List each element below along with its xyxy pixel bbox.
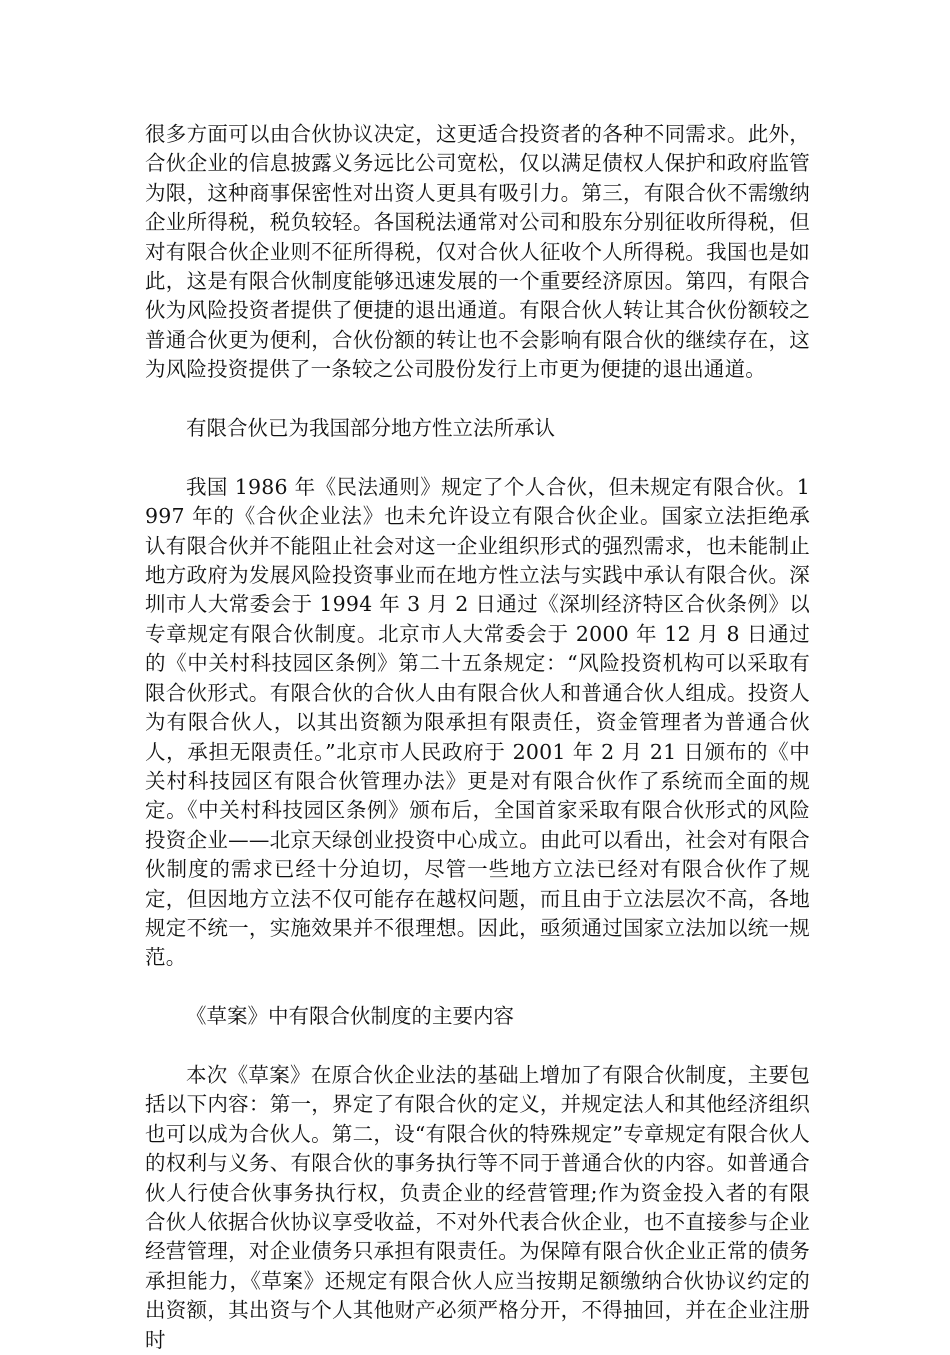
section-heading-2: 《草案》中有限合伙制度的主要内容 xyxy=(186,1004,514,1029)
paragraph-1: 很多方面可以由合伙协议决定，这更适合投资者的各种不同需求。此外，合伙企业的信息披露义务远比公司宽松，仅以满足债权人保护和政府监管为限，这种商事保密性对出资人更具有吸引力。第三，有限合伙不需缴纳企业所得税，税负较轻。各国税法通常对公司和股东分别征收所得税，但对有限合伙企业则不征所得税，仅对合伙人征收个人所得税。我国也是如此，这是有限合伙制度能够迅速发展的一个重要经济原因。第四，有限合伙为风险投资者提供了便捷的退出通道。有限合伙人转让其合伙份额较之普通合伙更为便利，合伙份额的转让也不会影响有限合伙的继续存在，这为风险投资提供了一条较之公司股份发行上市更为便捷的退出通道。 xyxy=(145,122,810,382)
paragraph-2: 我国 1986 年《民法通则》规定了个人合伙，但未规定有限合伙。1997 年的《合伙企业法》也未允许设立有限合伙企业。国家立法拒绝承认有限合伙并不能阻止社会对这一企业组织形式的强烈需求，也未能制止地方政府为发展风险投资事业而在地方性立法与实践中承认有限合伙。深圳市人大常委会于 1994 年 3 月 2 日通过《深圳经济特区合伙条例》以专章规定有限合伙制度。北京市人大常委会于 2000 年 12 月 8 日通过的《中关村科技园区条例》第二十五条规定：“风险投资机构可以采取有限合伙形式。有限合伙的合伙人由有限合伙人和普通合伙人组成。投资人为有限合伙人，以其出资额为限承担有限责任，资金管理者为普通合伙人，承担无限责任。”北京市人民政府于 2001 年 2 月 21 日颁布的《中关村科技园区有限合伙管理办法》更是对有限合伙作了系统而全面的规定。《中关村科技园区条例》颁布后，全国首家采取有限合伙形式的风险投资企业——北京天绿创业投资中心成立。由此可以看出，社会对有限合伙制度的需求已经十分迫切，尽管一些地方立法已经对有限合伙作了规定，但因地方立法不仅可能存在越权问题，而且由于立法层次不高，各地规定不统一，实施效果并不很理想。因此，亟须通过国家立法加以统一规范。 xyxy=(145,474,810,970)
paragraph-gap xyxy=(145,385,810,414)
document-page xyxy=(145,120,810,1355)
paragraph-gap xyxy=(145,973,810,1002)
paragraph-3: 本次《草案》在原合伙企业法的基础上增加了有限合伙制度，主要包括以下内容：第一，界定了有限合伙的定义，并规定法人和其他经济组织也可以成为合伙人。第二，设“有限合伙的特殊规定”专章规定有限合伙人的权利与义务、有限合伙的事务执行等不同于普通合伙的内容。如普通合伙人行使合伙事务执行权，负责企业的经营管理;作为资金投入者的有限合伙人依据合伙协议享受收益，不对外代表合伙企业，也不直接参与企业经营管理，对企业债务只承担有限责任。为保障有限合伙企业正常的债务承担能力，《草案》还规定有限合伙人应当按期足额缴纳合伙协议约定的出资额，其出资与个人其他财产必须严格分开，不得抽回，并在企业注册时 xyxy=(145,1062,810,1352)
section-heading-1: 有限合伙已为我国部分地方性立法所承认 xyxy=(186,416,555,441)
paragraph-gap xyxy=(145,1032,810,1061)
paragraph-gap xyxy=(145,443,810,472)
